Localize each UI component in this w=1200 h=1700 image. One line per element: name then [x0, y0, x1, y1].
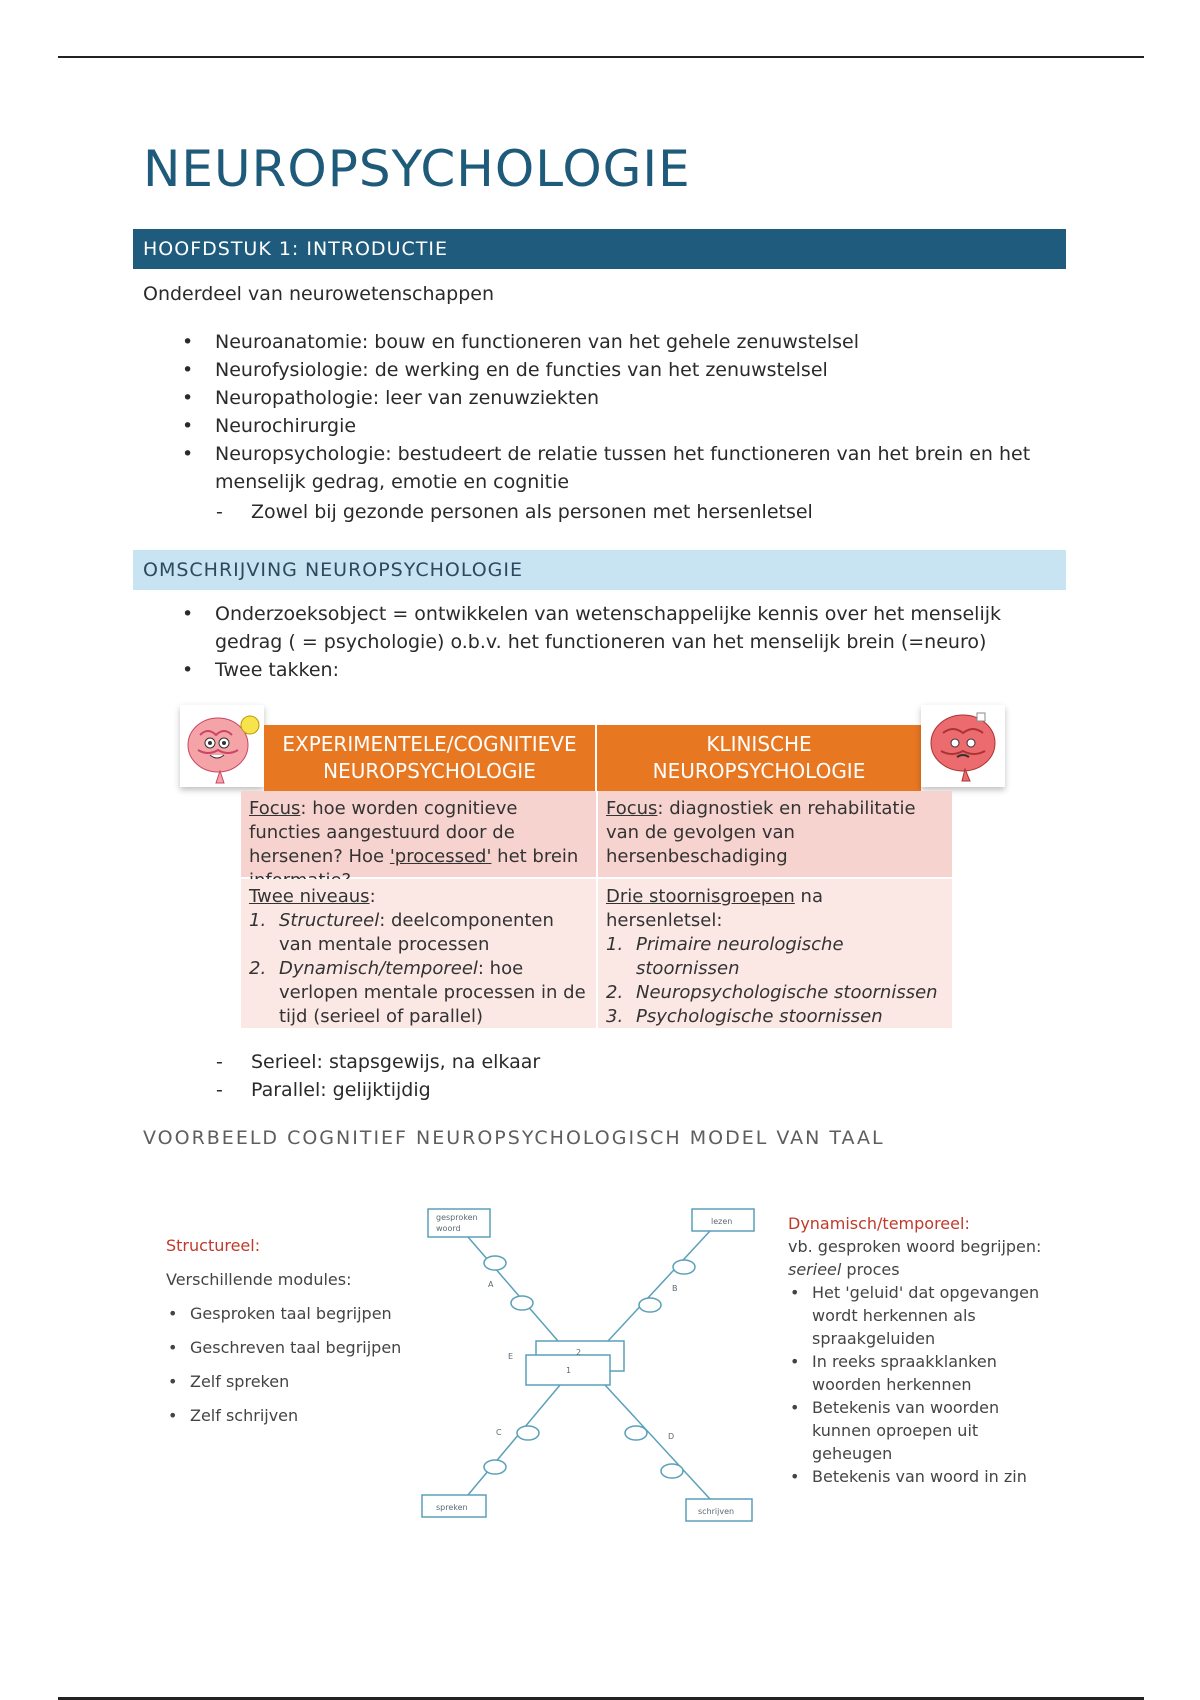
list-item: • Onderzoeksobject = ontwikkelen van wetenschappelijke kennis over het menselijk gedrag ( = psychologie) o.b.v. het functioneren van het menselijk brein (=neuro)	[182, 603, 1002, 653]
arrow-label-b: B	[672, 1284, 678, 1293]
list-item: • Gesproken taal begrijpen	[168, 1304, 392, 1323]
node-spoken-word-line1: gesproken	[436, 1213, 478, 1222]
list-item: • Neuropsychologie: bestudeert de relatie tussen het functioneren van het brein en het menselijk gedrag, emotie en cognitie	[182, 443, 1031, 493]
arrow-label-c: C	[496, 1428, 502, 1437]
arrow-label-e: E	[508, 1352, 514, 1361]
list-item: • Zelf spreken	[168, 1372, 290, 1391]
list-item: 2. Neuropsychologische stoornissen	[606, 982, 938, 1003]
node-write: schrijven	[698, 1507, 735, 1516]
node-spoken-word-line2: woord	[436, 1224, 461, 1233]
clinical-disorders-cell: Drie stoornisgroepen na hersenletsel: 1. Primaire neurologische stoornissen 2. Neuropsychologische stoornissen 3. Psychologische stoornissen	[598, 879, 952, 1028]
language-model-diagram	[410, 1195, 790, 1535]
experimental-levels-cell: Twee niveaus: 1. Structureel: deelcomponenten van mentale processen 2. Dynamisch/temporeel: hoe verlopen mentale processen in de tijd (serieel of parallel)	[241, 879, 596, 1028]
language-model-figure	[160, 1195, 1060, 1535]
serial-item: - Serieel: stapsgewijs, na elkaar	[216, 1051, 541, 1073]
list-item: • Twee takken:	[182, 659, 339, 681]
experimental-branch-header: EXPERIMENTELE/COGNITIEVE NEUROPSYCHOLOGIE	[264, 725, 595, 791]
list-item: • Neurochirurgie	[182, 415, 357, 437]
arrow-label-a: A	[488, 1280, 494, 1289]
parallel-item: - Parallel: gelijktijdig	[216, 1079, 431, 1101]
list-item: • Betekenis van woorden kunnen oproepen uit geheugen	[790, 1398, 1000, 1463]
list-item: 3. Psychologische stoornissen	[606, 1006, 883, 1027]
list-item: • Geschreven taal begrijpen	[168, 1338, 402, 1357]
list-item: • Betekenis van woord in zin	[790, 1467, 1027, 1486]
list-item: • Neurofysiologie: de werking en de functies van het zenuwstelsel	[182, 359, 828, 381]
list-item: 2. Dynamisch/temporeel: hoe verlopen mentale processen in de tijd (serieel of parallel)	[249, 958, 586, 1027]
node-read: lezen	[711, 1217, 733, 1226]
list-item: 1. Primaire neurologische stoornissen	[606, 934, 844, 979]
list-item: 1. Structureel: deelcomponenten van mentale processen	[249, 910, 554, 955]
section-subheading: VOORBEELD COGNITIEF NEUROPSYCHOLOGISCH MODEL VAN TAAL	[143, 1127, 885, 1149]
page-title: NEUROPSYCHOLOGIE	[143, 140, 691, 198]
intro-text: Onderdeel van neurowetenschappen	[143, 283, 495, 305]
list-item: • Neuroanatomie: bouw en functioneren van het gehele zenuwstelsel	[182, 331, 859, 353]
experimental-focus-cell: Focus: hoe worden cognitieve functies aangestuurd door de hersenen? Hoe 'processed' het brein	[241, 791, 596, 877]
description-list	[182, 600, 1025, 684]
list-item: • Het 'geluid' dat opgevangen wordt herkennen als spraakgeluiden	[790, 1283, 1040, 1348]
injured-brain-icon	[921, 705, 1005, 787]
arrow-label-d: D	[668, 1432, 675, 1441]
top-rule	[58, 56, 1144, 58]
list-item: • In reeks spraakklanken woorden herkennen	[790, 1352, 997, 1394]
box-label-2: 2	[576, 1348, 582, 1357]
chapter-heading: HOOFDSTUK 1: INTRODUCTIE	[133, 229, 1066, 269]
disciplines-sub-item: - Zowel bij gezonde personen als personen met hersenletsel	[216, 501, 813, 523]
box-label-1: 1	[566, 1366, 572, 1375]
structural-description: Structureel: Verschillende modules: • Gesproken taal begrijpen • Geschreven taal begrijpen • Zelf spreken • Zelf schrijven	[166, 1229, 401, 1433]
list-item: • Neuropathologie: leer van zenuwziekten	[182, 387, 600, 409]
node-speak: spreken	[436, 1503, 468, 1512]
branches-figure	[180, 705, 1005, 1028]
section-heading: OMSCHRIJVING NEUROPSYCHOLOGIE	[133, 550, 1066, 590]
list-item: • Zelf schrijven	[168, 1406, 299, 1425]
disciplines-list	[182, 328, 1075, 496]
clinical-branch-header: KLINISCHE NEUROPSYCHOLOGIE	[597, 725, 921, 791]
dynamic-description: Dynamisch/temporeel: vb. gesproken woord begrijpen: serieel proces • Het 'geluid' dat opgevangen wordt herkennen als spraakgeluiden • In reeks spraakklanken woorden herkennen • Betekenis van woorden kunnen oproepen uit geheugen • Betekenis van woord in zin	[788, 1212, 1058, 1488]
clinical-focus-cell: Focus: diagnostiek en rehabilitatie van de gevolgen van hersenbeschadiging	[598, 791, 952, 877]
happy-brain-icon	[180, 705, 264, 787]
